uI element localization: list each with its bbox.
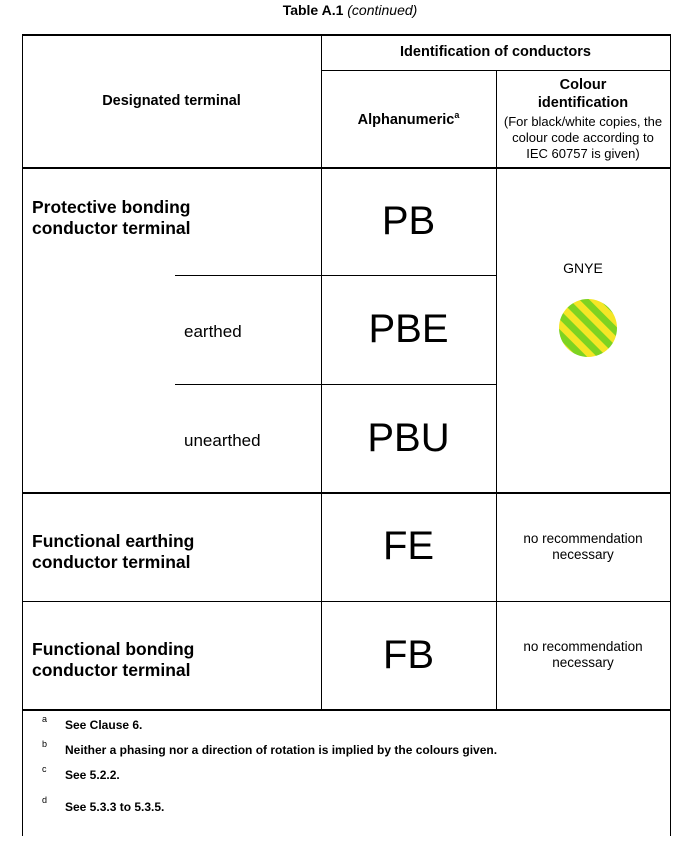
code-pb (321, 167, 496, 275)
functional-bonding-name-line2: conductor terminal (32, 660, 191, 680)
table-right-border (670, 34, 671, 836)
protective-bonding-name-line2: conductor terminal (32, 218, 191, 238)
header-colour-note: (For black/white copies, the colour code according to IEC 60757 is given) (503, 114, 663, 161)
earthed-label: earthed (184, 322, 242, 341)
footnote-c-text: See 5.2.2. (65, 768, 120, 782)
colour-fe (496, 492, 670, 601)
code-pbu-text: PBU (367, 415, 450, 460)
protective-bonding-name-line1: Protective bonding (32, 197, 191, 217)
header-identification-label: Identification of conductors (400, 44, 591, 60)
table-continued: (continued) (347, 2, 418, 18)
footnote-d-text: See 5.3.3 to 5.3.5. (65, 800, 165, 814)
functional-bonding-name-line1: Functional bonding (32, 639, 195, 659)
header-designated-terminal (22, 34, 321, 167)
table-label: Table A.1 (282, 2, 344, 18)
functional-bonding-name (32, 639, 312, 681)
code-fb (321, 601, 496, 709)
code-fb-text: FB (382, 632, 435, 677)
header-designated-terminal-label: Designated terminal (102, 92, 241, 109)
header-alphanumeric-label: Alphanumeric (357, 111, 455, 128)
table-body-bottom (22, 709, 671, 711)
code-pbe (321, 275, 496, 384)
footnote-d-mark: d (42, 795, 48, 805)
protective-bonding-name (32, 197, 312, 239)
table-caption (0, 0, 700, 20)
code-pbu (321, 384, 496, 492)
footnote-b-text: Neither a phasing nor a direction of rotation is implied by the colours given. (65, 743, 498, 757)
footnote-c-mark: c (42, 764, 47, 774)
footnote-a-mark: a (42, 714, 48, 724)
code-pbe-text: PBE (368, 307, 449, 351)
header-identification (321, 34, 670, 70)
green-yellow-swatch-icon (558, 298, 618, 358)
functional-earthing-name-line1: Functional earthing (32, 531, 195, 551)
code-fe (321, 492, 496, 601)
header-colour (496, 76, 670, 167)
colour-fb (496, 601, 670, 709)
header-alphanumeric (321, 70, 496, 167)
colour-fe-text: no recommendation necessary (523, 530, 643, 562)
code-pb-text: PB (381, 198, 436, 243)
footnote-a-text: See Clause 6. (65, 718, 143, 732)
header-alphanumeric-note: a (454, 109, 460, 120)
header-colour-title: Colour identification (537, 77, 629, 111)
colour-gnye-label: GNYE (563, 260, 603, 276)
footnote-b-mark: b (42, 739, 48, 749)
unearthed-label: unearthed (184, 431, 261, 450)
functional-earthing-name-line2: conductor terminal (32, 552, 191, 572)
colour-fb-text: no recommendation necessary (523, 639, 643, 670)
functional-earthing-name (32, 531, 312, 573)
code-fe-text: FE (382, 524, 435, 568)
